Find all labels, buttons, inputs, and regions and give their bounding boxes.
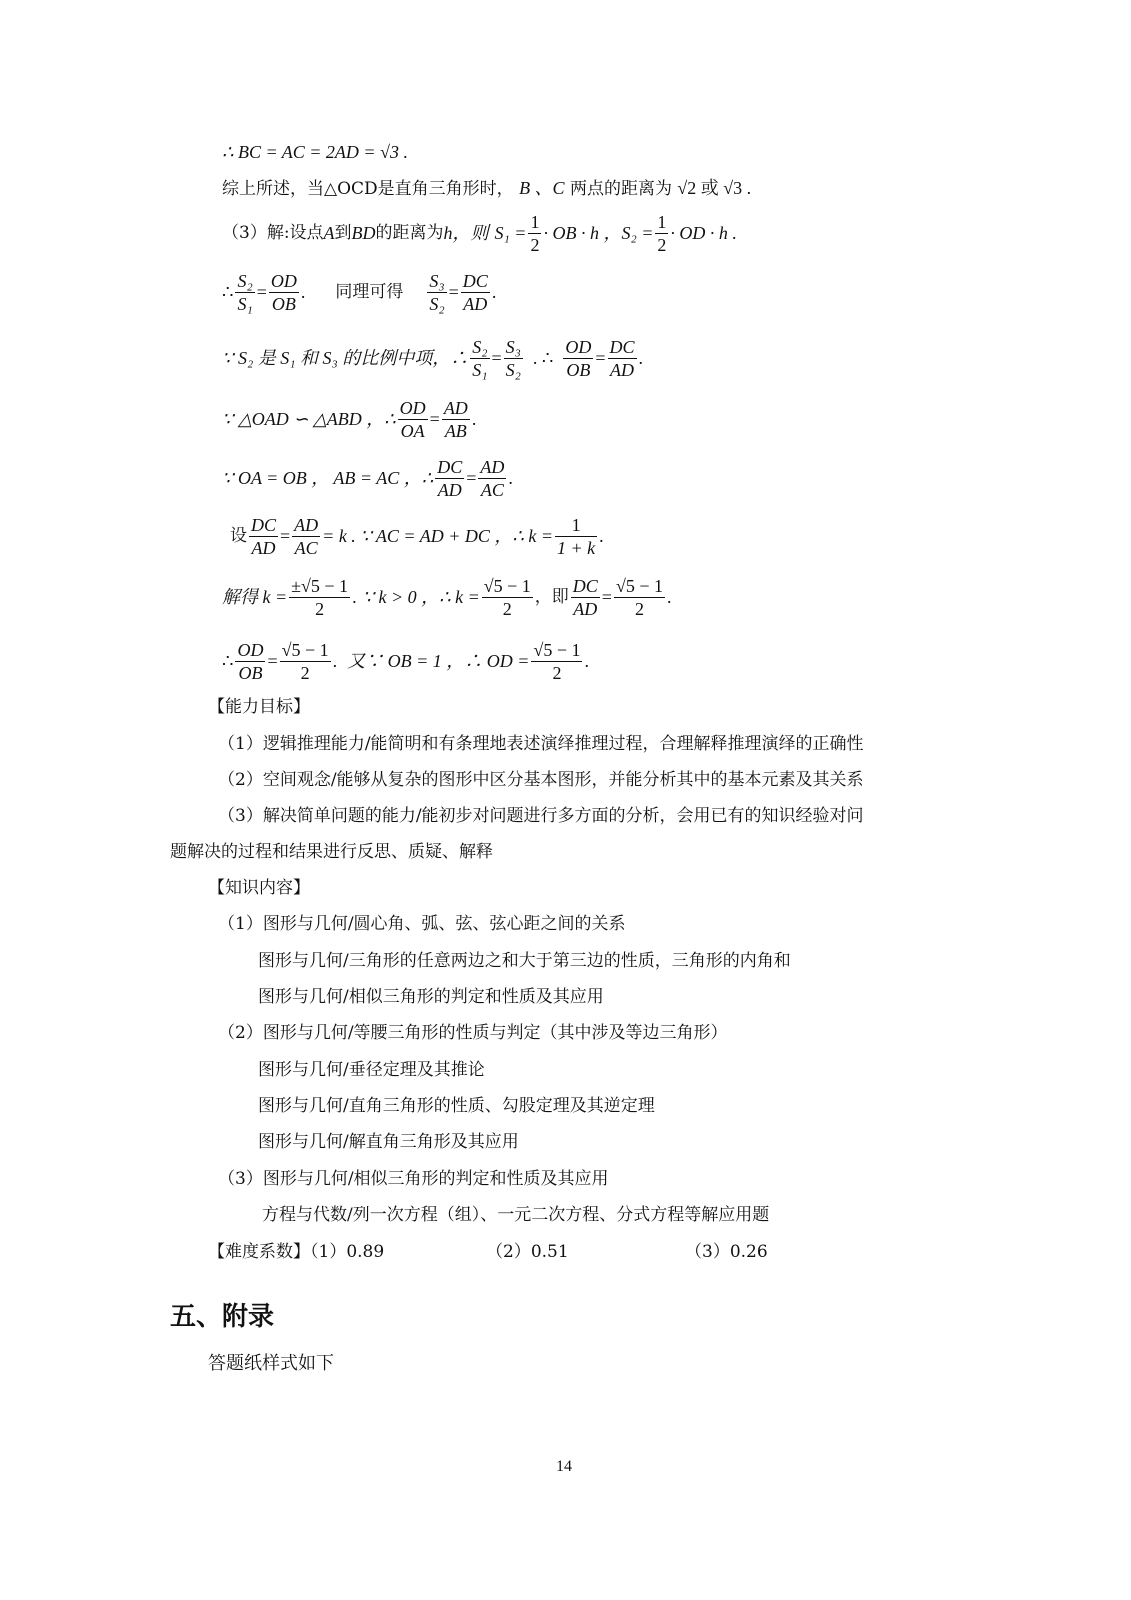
difficulty-value-1: （1）0.89 [310,1242,385,1262]
denominator: AD [463,293,488,314]
knowledge-heading: 【知识内容】 [208,878,310,898]
math-text: ∴ BC = AC = 2AD = √3 . [222,142,408,162]
period: . [599,526,604,546]
math-text: · OB · h ，S₂ = [543,223,654,243]
fraction [482,575,533,620]
equals: = [280,526,291,546]
text: ，即 [534,587,569,607]
denominator: 2 [634,598,644,619]
numerator: DC [609,336,635,357]
denominator: OA [400,420,425,441]
math-text: 又∵ OB = 1 ，∴ OD = [347,651,530,671]
numerator: √5 − 1 [483,575,531,596]
equals: = [448,282,459,302]
period: . [508,468,513,488]
derivation-line-4 [222,267,496,317]
denominator: S₂ [429,293,445,314]
fraction [614,575,665,620]
fraction [555,514,597,559]
fraction [280,639,331,684]
math-text: A [323,223,335,243]
denominator: AC [294,537,318,558]
numerator: 1 [530,211,540,232]
text: 综上所述，当△OCD是直角三角形时， [222,179,514,199]
derivation-line-6 [222,394,476,444]
math-text: = k . ∵ AC = AD + DC ，∴ k = [322,526,553,546]
knowledge-item: （1）图形与几何/圆心角、弧、弦、弦心距之间的关系 [218,914,626,934]
numerator: √5 − 1 [615,575,663,596]
denominator: AD [573,598,598,619]
ability-item-3: （3）解决简单问题的能力/能初步对问题进行多方面的分析，会用已有的知识经验对问 [218,806,864,826]
fraction [478,456,506,501]
denominator: 2 [552,662,562,683]
fraction [249,514,278,559]
fraction [461,270,490,315]
fraction [235,639,265,684]
numerator: 1 [555,514,597,537]
difficulty-row [208,1241,384,1263]
fraction [442,397,470,442]
fraction [563,336,593,381]
fraction [608,336,637,381]
equals: = [466,468,477,488]
equals: = [595,348,606,368]
derivation-line-3 [222,208,737,258]
period: . [666,587,672,607]
numerator: DC [462,270,488,291]
fraction [427,270,446,315]
denominator: 2 [502,598,512,619]
numerator: DC [251,514,277,535]
denominator: 2 [657,234,667,255]
text: 的距离为 [375,223,444,243]
fraction [470,336,489,381]
derivation-line-7 [222,453,513,503]
fraction [528,211,541,256]
denominator: S₁ [472,359,488,380]
equals: = [256,282,267,302]
text: （3）解:设点 [222,223,324,243]
numerator: OD [270,270,297,291]
numerator: OD [565,336,592,357]
math-text: 解得 k = [222,587,288,607]
denominator: OB [566,359,591,380]
fraction [292,514,320,559]
math-text: · OD · h . [670,223,737,243]
numerator: S₂ [237,270,253,291]
math-text: BD [351,223,376,243]
period: . [638,348,644,368]
fraction [398,397,428,442]
math-text: ∵ △OAD ∽ △ABD ，∴ [222,409,396,429]
equals: = [601,587,612,607]
numerator: √5 − 1 [281,639,329,660]
fraction [531,639,582,684]
therefore-symbol: ∴ [222,651,234,671]
difficulty-value-3: （3）0.26 [685,1242,768,1262]
ability-item-2: （2）空间观念/能够从复杂的图形中区分基本图形，并能分析其中的基本元素及其关系 [218,770,864,790]
fraction [289,575,350,620]
denominator: OB [271,293,296,314]
ability-item-3-cont: 题解决的过程和结果进行反思、质疑、解释 [170,842,493,862]
math-text: ∵ OA = OB ， AB = AC ，∴ [222,468,434,488]
knowledge-item: （2）图形与几何/等腰三角形的性质与判定（其中涉及等边三角形） [218,1023,728,1043]
period: . [332,651,338,671]
period: . [491,282,497,302]
fraction [235,270,254,315]
difficulty-label: 【难度系数】 [208,1242,310,1262]
denominator: AD [437,479,462,500]
numerator: AD [294,514,319,535]
fraction [269,270,299,315]
numerator: DC [437,456,463,477]
numerator: OD [399,397,426,418]
denominator: 2 [300,662,310,683]
denominator: AC [480,479,504,500]
denominator: AD [610,359,635,380]
math-text: B 、C [519,178,565,198]
denominator: S₂ [505,359,521,380]
denominator: 2 [315,598,325,619]
equals: = [491,348,502,368]
math-text: √2 或 √3 . [677,178,752,198]
derivation-line-9 [222,572,671,622]
numerator: S₃ [429,270,445,291]
numerator: DC [572,575,598,596]
difficulty-value-2: （2）0.51 [486,1242,569,1262]
denominator: AD [251,537,276,558]
math-text: S₁ = [494,223,527,243]
knowledge-item: 图形与几何/解直角三角形及其应用 [258,1132,519,1152]
derivation-line-2 [222,177,751,200]
numerator: √5 − 1 [533,639,581,660]
math-text: h，则 [443,223,489,243]
appendix-title: 五、附录 [170,1302,275,1332]
appendix-text: 答题纸样式如下 [208,1353,334,1374]
derivation-line-5 [222,333,643,383]
denominator: S₁ [237,293,253,314]
denominator: 1 + k [557,537,596,558]
period: . [471,409,477,429]
derivation-line-8 [230,511,604,561]
knowledge-item: 图形与几何/相似三角形的判定和性质及其应用 [258,987,604,1007]
fraction [655,211,668,256]
period: . [352,587,357,607]
numerator: ±√5 − 1 [291,575,349,596]
denominator: OB [238,662,263,683]
period: . [584,651,589,671]
math-text: ∵ k > 0 ，∴ k = [362,587,480,607]
text: 两点的距离为 [569,179,672,199]
derivation-line-10 [222,636,589,686]
ability-heading: 【能力目标】 [208,697,310,717]
knowledge-item: 方程与代数/列一次方程（组）、一元二次方程、分式方程等解应用题 [262,1205,770,1225]
fraction [504,336,523,381]
text: 设 [230,526,247,546]
numerator: S₂ [472,336,488,357]
fraction [435,456,464,501]
fraction [571,575,600,620]
numerator: S₃ [505,336,521,357]
equals: = [267,651,278,671]
math-text: ∵ S₂ 是 S₁ 和 S₃ 的比例中项，∴ [222,348,469,368]
therefore-symbol: ∴ [222,282,234,302]
denominator: AB [444,420,467,441]
numerator: AD [480,456,505,477]
text: 同理可得 [335,282,404,302]
knowledge-item: 图形与几何/直角三角形的性质、勾股定理及其逆定理 [258,1096,655,1116]
knowledge-item: 图形与几何/垂径定理及其推论 [258,1060,485,1080]
numerator: AD [443,397,468,418]
denominator: 2 [530,234,540,255]
therefore-symbol: . ∴ [532,348,554,368]
text: 到 [334,223,352,243]
page-number: 14 [556,1458,572,1475]
period: . [300,282,306,302]
equals: = [429,409,440,429]
derivation-line-1 [222,141,408,164]
numerator: OD [237,639,264,660]
ability-item-1: （1）逻辑推理能力/能简明和有条理地表述演绎推理过程，合理解释推理演绎的正确性 [218,734,864,754]
knowledge-item: （3）图形与几何/相似三角形的判定和性质及其应用 [218,1169,609,1189]
numerator: 1 [657,211,667,232]
knowledge-item: 图形与几何/三角形的任意两边之和大于第三边的性质，三角形的内角和 [258,951,791,971]
